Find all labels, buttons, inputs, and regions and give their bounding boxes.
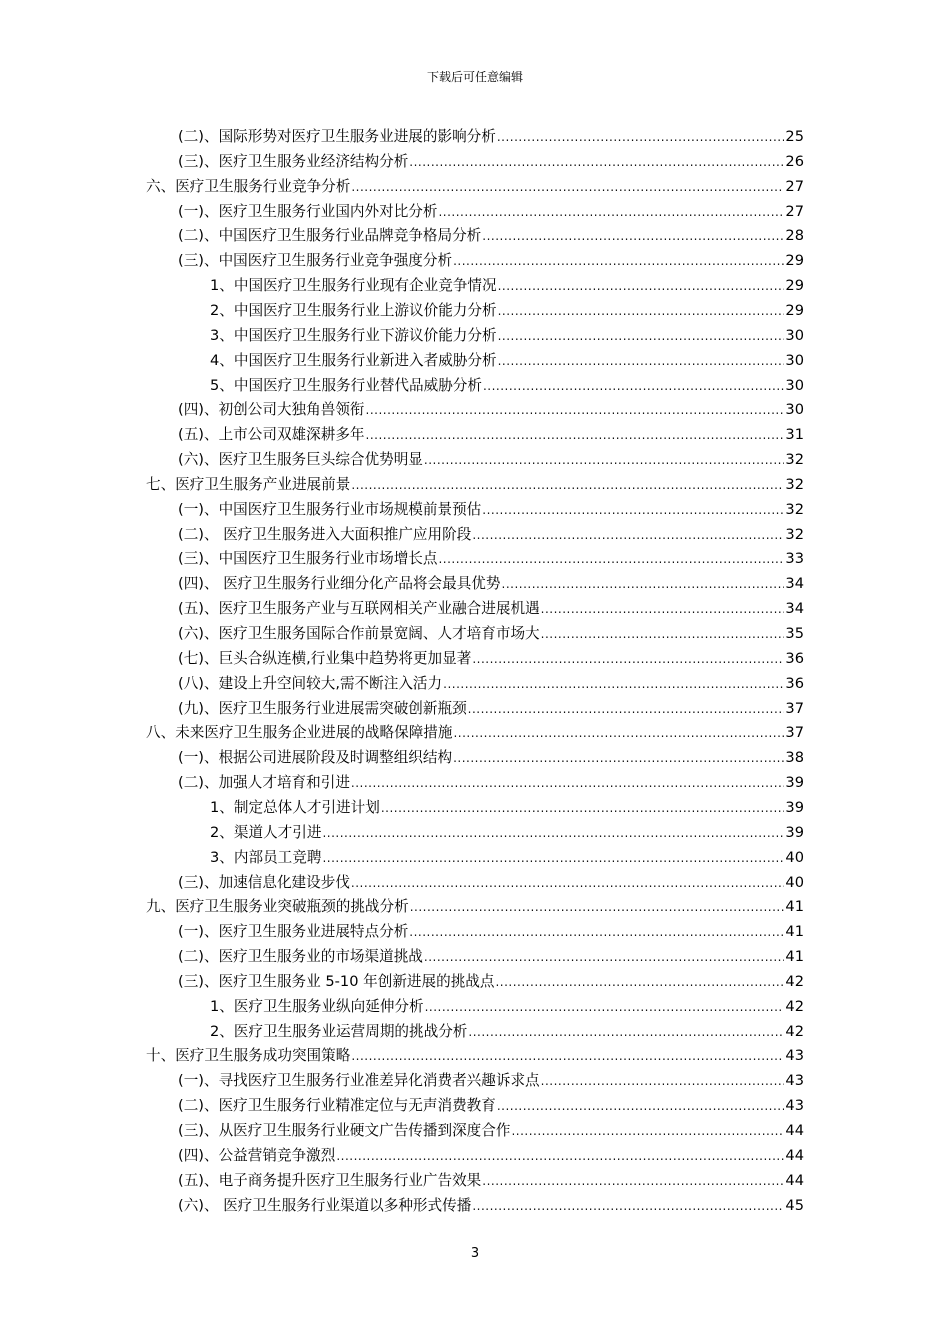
toc-entry-page: 37 (785, 724, 804, 742)
toc-entry-title: (六)、 医疗卫生服务行业渠道以多种形式传播 (178, 1196, 472, 1214)
toc-entry[interactable] (210, 375, 804, 400)
toc-dot-leader (351, 872, 785, 894)
toc-entry-page: 27 (785, 202, 804, 220)
toc-entry[interactable] (210, 797, 804, 822)
toc-entry-title: (八)、建设上升空间较大,需不断注入活力 (178, 674, 443, 692)
toc-dot-leader (351, 772, 785, 794)
toc-entry-page: 34 (785, 575, 804, 593)
toc-entry-page: 39 (785, 774, 804, 792)
toc-dot-leader (453, 747, 784, 769)
toc-dot-leader (351, 1045, 784, 1067)
toc-entry[interactable] (146, 176, 804, 201)
toc-entry-page: 30 (785, 376, 804, 394)
toc-dot-leader (322, 822, 784, 844)
toc-entry-title: (九)、医疗卫生服务行业进展需突破创新瓶颈 (178, 699, 467, 717)
toc-entry-title: 十、医疗卫生服务成功突围策略 (146, 1047, 351, 1065)
toc-dot-leader (453, 722, 784, 744)
toc-entry[interactable] (178, 1145, 804, 1170)
toc-entry[interactable] (178, 151, 804, 176)
toc-entry[interactable] (210, 996, 804, 1021)
toc-entry-title: 2、医疗卫生服务业运营周期的挑战分析 (210, 1022, 468, 1040)
toc-entry-page: 26 (785, 152, 804, 170)
toc-entry[interactable] (210, 1021, 804, 1046)
toc-entry-page: 42 (785, 1022, 804, 1040)
toc-entry-page: 40 (785, 873, 804, 891)
toc-dot-leader (482, 1170, 784, 1192)
toc-entry-title: (二)、医疗卫生服务业的市场渠道挑战 (178, 948, 423, 966)
toc-entry-title: 九、医疗卫生服务业突破瓶颈的挑战分析 (146, 898, 409, 916)
toc-entry-page: 30 (785, 351, 804, 369)
toc-entry[interactable] (178, 573, 804, 598)
toc-entry-title: (五)、医疗卫生服务产业与互联网相关产业融合进展机遇 (178, 600, 540, 618)
toc-dot-leader (366, 424, 785, 446)
toc-entry[interactable] (178, 399, 804, 424)
toc-entry[interactable] (210, 325, 804, 350)
toc-entry-page: 35 (785, 625, 804, 642)
toc-dot-leader (498, 325, 785, 347)
toc-entry-title: (六)、医疗卫生服务巨头综合优势明显 (178, 451, 423, 469)
toc-entry[interactable] (178, 225, 804, 250)
toc-entry-page: 41 (785, 898, 804, 916)
toc-entry-title: 1、制定总体人才引进计划 (210, 798, 380, 816)
toc-dot-leader (381, 797, 785, 819)
toc-dot-leader (483, 375, 784, 397)
toc-entry-title: (一)、根据公司进展阶段及时调整组织结构 (178, 749, 453, 767)
toc-entry[interactable] (178, 424, 804, 449)
toc-entry-title: 1、中国医疗卫生服务行业现有企业竞争情况 (210, 277, 497, 295)
page-header: 下载后可任意编辑 (426, 70, 523, 84)
toc-entry-page: 40 (785, 848, 804, 866)
toc-dot-leader (424, 946, 785, 968)
toc-entry[interactable] (210, 350, 804, 375)
toc-dot-leader (453, 250, 784, 272)
toc-entry[interactable] (178, 648, 804, 673)
toc-entry-page: 39 (785, 823, 804, 841)
toc-dot-leader (438, 548, 784, 570)
toc-entry[interactable] (178, 449, 804, 474)
toc-entry-page: 29 (785, 252, 804, 270)
toc-entry[interactable] (178, 548, 804, 573)
toc-entry-page: 29 (785, 301, 804, 319)
toc-entry-page: 34 (785, 600, 804, 618)
toc-entry-title: (六)、医疗卫生服务国际合作前景宽阔、人才培育市场大 (178, 625, 540, 642)
toc-entry[interactable] (146, 896, 804, 921)
toc-entry[interactable] (210, 822, 804, 847)
toc-entry-title: (五)、上市公司双雄深耕多年 (178, 426, 365, 444)
toc-entry-title: (四)、初创公司大独角兽领衔 (178, 401, 365, 419)
toc-entry-page: 42 (785, 997, 804, 1015)
toc-entry-title: (三)、加速信息化建设步伐 (178, 873, 350, 891)
toc-dot-leader (498, 275, 785, 297)
toc-entry-page: 38 (785, 749, 804, 767)
toc-entry-title: 3、中国医疗卫生服务行业下游议价能力分析 (210, 326, 497, 344)
toc-entry-page: 43 (785, 1047, 804, 1065)
toc-entry-page: 43 (785, 1072, 804, 1090)
toc-entry[interactable] (146, 1045, 804, 1070)
toc-entry[interactable] (178, 698, 804, 723)
toc-entry[interactable] (178, 1095, 804, 1120)
toc-dot-leader (424, 449, 785, 471)
toc-entry[interactable] (178, 772, 804, 797)
toc-dot-leader (322, 847, 784, 869)
toc-dot-leader (425, 996, 785, 1018)
toc-entry-page: 45 (785, 1196, 804, 1214)
toc-entry[interactable] (178, 747, 804, 772)
toc-entry-title: (三)、中国医疗卫生服务行业市场增长点 (178, 550, 438, 568)
toc-dot-leader (495, 971, 784, 993)
toc-dot-leader (443, 673, 784, 695)
toc-entry-page: 25 (785, 128, 804, 145)
toc-entry-title: 4、中国医疗卫生服务行业新进入者威胁分析 (210, 351, 497, 369)
toc-entry-title: (二)、医疗卫生服务行业精准定位与无声消费教育 (178, 1097, 496, 1115)
toc-dot-leader (438, 201, 784, 223)
toc-dot-leader (502, 573, 785, 595)
toc-entry-page: 37 (785, 699, 804, 717)
toc-entry-page: 41 (785, 923, 804, 941)
toc-entry[interactable] (178, 1170, 804, 1195)
toc-entry-page: 43 (785, 1097, 804, 1115)
toc-dot-leader (482, 225, 784, 247)
toc-entry-title: (七)、巨头合纵连横,行业集中趋势将更加显著 (178, 649, 472, 667)
toc-entry-title: (一)、医疗卫生服务行业国内外对比分析 (178, 202, 438, 220)
toc-entry-title: 八、未来医疗卫生服务企业进展的战略保障措施 (146, 724, 453, 742)
toc-entry[interactable] (146, 722, 804, 747)
toc-dot-leader (541, 623, 785, 645)
toc-dot-leader (472, 1195, 784, 1217)
toc-entry-title: 七、医疗卫生服务产业进展前景 (146, 475, 351, 493)
toc-entry-page: 44 (785, 1171, 804, 1189)
toc-entry[interactable] (178, 201, 804, 226)
toc-entry-page: 32 (785, 451, 804, 469)
toc-entry[interactable] (210, 300, 804, 325)
toc-entry-page: 42 (785, 972, 804, 990)
toc-entry[interactable] (178, 250, 804, 275)
toc-entry-page: 30 (785, 326, 804, 344)
toc-entry-title: 2、中国医疗卫生服务行业上游议价能力分析 (210, 301, 497, 319)
toc-entry[interactable] (178, 872, 804, 897)
toc-entry-page: 36 (785, 649, 804, 667)
toc-entry[interactable] (178, 673, 804, 698)
toc-entry[interactable] (210, 847, 804, 872)
toc-entry[interactable] (178, 1070, 804, 1095)
toc-entry-page: 29 (785, 277, 804, 295)
toc-dot-leader (541, 1070, 785, 1092)
toc-entry-title: (三)、医疗卫生服务业 5-10 年创新进展的挑战点 (178, 972, 495, 990)
toc-entry[interactable] (210, 275, 804, 300)
toc-entry-title: (四)、 医疗卫生服务行业细分化产品将会最具优势 (178, 575, 501, 593)
toc-dot-leader (497, 1095, 785, 1117)
toc-entry-page: 27 (785, 177, 804, 195)
toc-entry-page: 30 (785, 401, 804, 419)
toc-dot-leader (472, 648, 784, 670)
toc-dot-leader (472, 524, 784, 546)
toc-entry[interactable] (178, 598, 804, 623)
toc-dot-leader (511, 1120, 784, 1142)
toc-dot-leader (468, 1021, 784, 1043)
toc-entry-title: (二)、中国医疗卫生服务行业品牌竞争格局分析 (178, 227, 482, 245)
toc-entry-title: (四)、公益营销竞争激烈 (178, 1146, 336, 1164)
toc-entry-title: (五)、电子商务提升医疗卫生服务行业广告效果 (178, 1171, 482, 1189)
toc-entry-title: (一)、寻找医疗卫生服务行业准差异化消费者兴趣诉求点 (178, 1072, 540, 1090)
toc-entry-page: 39 (785, 798, 804, 816)
toc-entry-page: 33 (785, 550, 804, 568)
toc-entry-title: 5、中国医疗卫生服务行业替代品威胁分析 (210, 376, 482, 394)
toc-dot-leader (351, 176, 784, 198)
toc-entry-title: (三)、医疗卫生服务业经济结构分析 (178, 152, 409, 170)
toc-entry-title: (二)、 医疗卫生服务进入大面积推广应用阶段 (178, 525, 472, 543)
toc-entry[interactable] (178, 1195, 804, 1220)
toc-dot-leader (409, 151, 784, 173)
toc-entry-title: (二)、加强人才培育和引进 (178, 774, 350, 792)
toc-entry-title: 六、医疗卫生服务行业竞争分析 (146, 177, 351, 195)
toc-entry[interactable] (178, 499, 804, 524)
toc-entry-title: (二)、国际形势对医疗卫生服务业进展的影响分析 (178, 128, 496, 145)
toc-dot-leader (497, 126, 785, 148)
toc-entry-page: 32 (785, 525, 804, 543)
toc-dot-leader (541, 598, 785, 620)
toc-entry-title: 3、内部员工竞聘 (210, 848, 322, 866)
toc-dot-leader (351, 474, 784, 496)
toc-entry-page: 31 (785, 426, 804, 444)
toc-dot-leader (366, 399, 785, 421)
page-number: 3 (470, 1246, 480, 1261)
toc-entry[interactable] (178, 1120, 804, 1145)
toc-entry[interactable] (178, 524, 804, 549)
toc-dot-leader (410, 896, 785, 918)
toc-entry-title: (三)、中国医疗卫生服务行业竞争强度分析 (178, 252, 453, 270)
toc-dot-leader (498, 300, 785, 322)
toc-entry-page: 41 (785, 948, 804, 966)
toc-entry-page: 36 (785, 674, 804, 692)
toc-entry-title: (一)、医疗卫生服务业进展特点分析 (178, 923, 409, 941)
toc-dot-leader (409, 921, 784, 943)
toc-entry-page: 32 (785, 475, 804, 493)
toc-entry-title: (三)、从医疗卫生服务行业硬文广告传播到深度合作 (178, 1122, 511, 1139)
toc-entry[interactable] (178, 921, 804, 946)
toc-entry-title: 2、渠道人才引进 (210, 823, 322, 841)
toc-entry-page: 44 (785, 1122, 804, 1139)
toc-entry[interactable] (178, 971, 804, 996)
toc-entry-title: (一)、中国医疗卫生服务行业市场规模前景预估 (178, 500, 482, 518)
toc-entry-page: 44 (785, 1146, 804, 1164)
toc-entry[interactable] (178, 946, 804, 971)
toc-dot-leader (482, 499, 784, 521)
toc-entry[interactable] (178, 126, 804, 151)
toc-entry[interactable] (178, 623, 804, 648)
toc-dot-leader (498, 350, 785, 372)
toc-entry-title: 1、医疗卫生服务业纵向延伸分析 (210, 997, 424, 1015)
toc-dot-leader (336, 1145, 784, 1167)
toc-entry[interactable] (146, 474, 804, 499)
toc-dot-leader (468, 698, 785, 720)
toc-entry-page: 32 (785, 500, 804, 518)
toc-entry-page: 28 (785, 227, 804, 245)
